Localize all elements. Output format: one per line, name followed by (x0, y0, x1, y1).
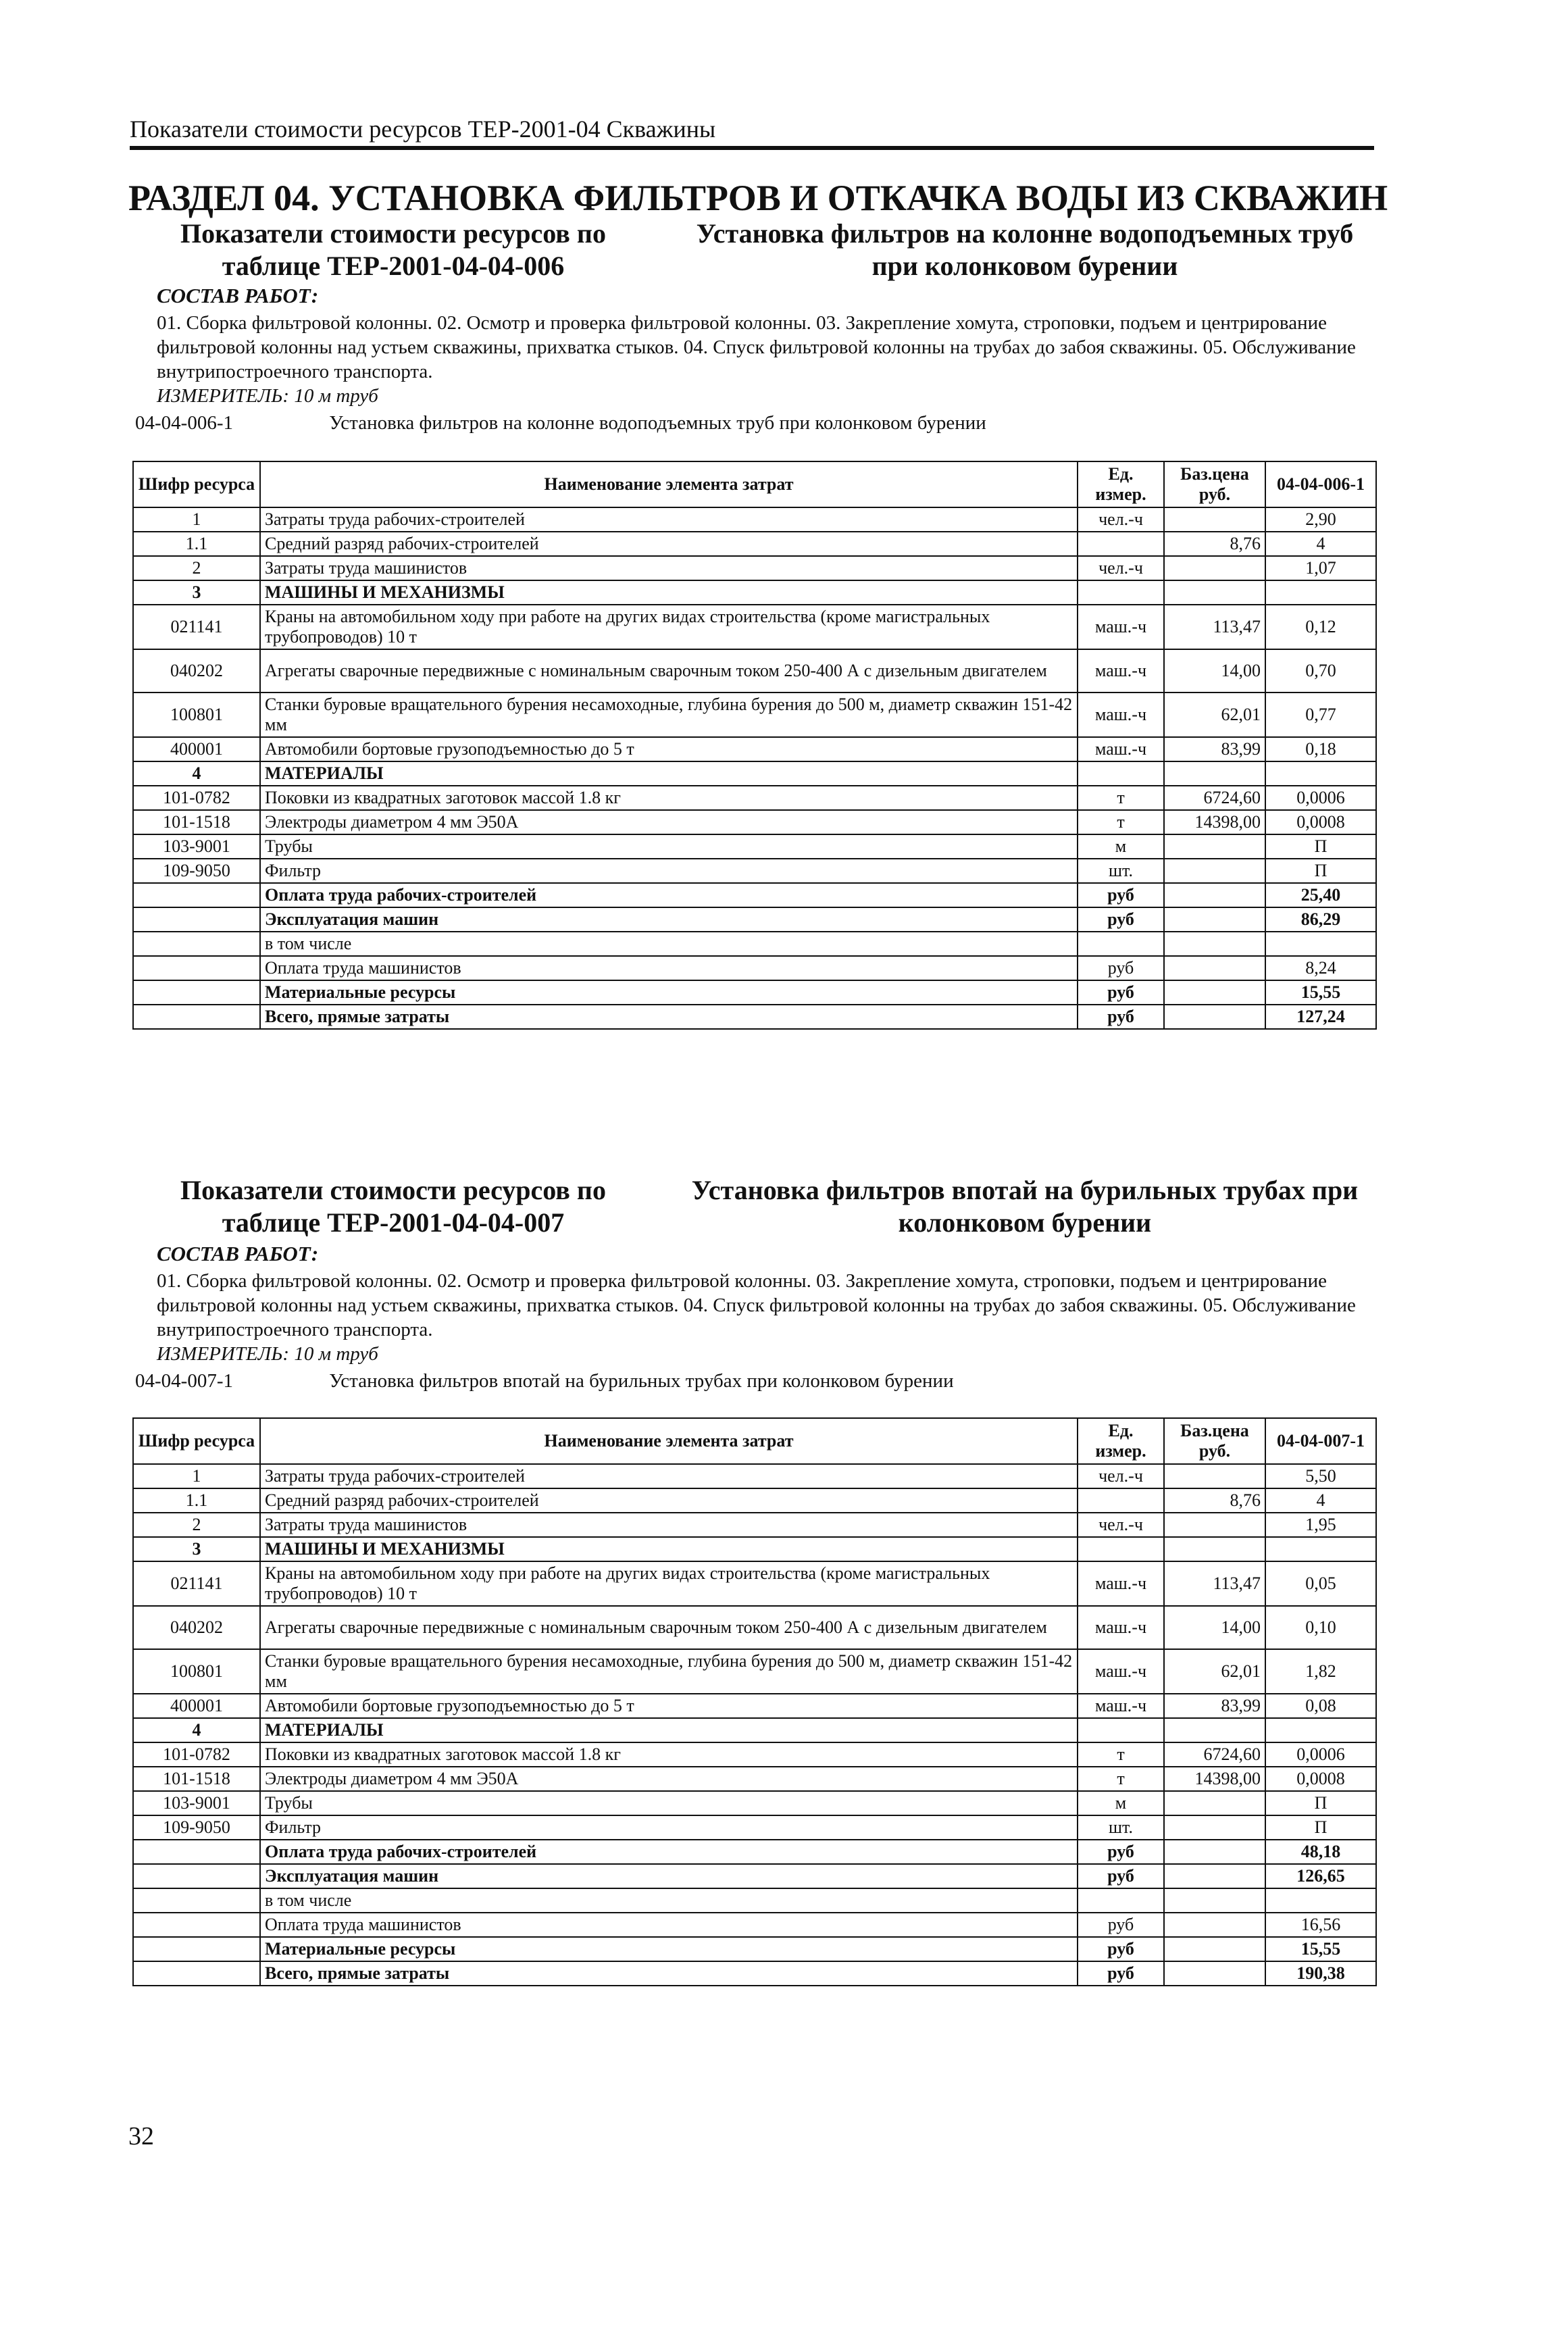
cell-name: Оплата труда машинистов (260, 1913, 1078, 1937)
col-header-name: Наименование элемента затрат (260, 461, 1078, 507)
table-row (133, 1513, 1376, 1537)
table-2-heading (130, 1174, 1374, 1242)
cell-value: 0,08 (1265, 1694, 1376, 1718)
cell-unit: маш.-ч (1078, 693, 1164, 737)
cell-price (1164, 1791, 1265, 1815)
cell-code: 4 (133, 1718, 260, 1742)
cell-price: 62,01 (1164, 1649, 1265, 1694)
cell-code (133, 956, 260, 980)
cell-price: 8,76 (1164, 532, 1265, 556)
table-row (133, 556, 1376, 580)
table-row (133, 1694, 1376, 1718)
cell-name: МАТЕРИАЛЫ (260, 1718, 1078, 1742)
cell-name: в том числе (260, 1888, 1078, 1913)
cell-value: 0,0008 (1265, 1767, 1376, 1791)
cell-code: 100801 (133, 1649, 260, 1694)
cell-name: Всего, прямые затраты (260, 1005, 1078, 1029)
cell-unit: руб (1078, 1937, 1164, 1961)
cell-code: 101-0782 (133, 786, 260, 810)
cell-unit: маш.-ч (1078, 1649, 1164, 1694)
table-1-measure-label: ИЗМЕРИТЕЛЬ: (157, 385, 290, 407)
cell-unit: м (1078, 834, 1164, 859)
table-2-heading-left: Показатели стоимости ресурсов по таблице ТЕР-2001-04-04-007 (180, 1175, 606, 1238)
cell-code (133, 1937, 260, 1961)
cell-unit: руб (1078, 1913, 1164, 1937)
cell-price: 113,47 (1164, 605, 1265, 649)
table-2-heading-right: Установка фильтров впотай на бурильных трубах при колонковом бурении (691, 1175, 1359, 1238)
col-header-unit: Ед. измер. (1078, 461, 1164, 507)
cell-unit: т (1078, 810, 1164, 834)
cell-code (133, 907, 260, 932)
cell-price: 83,99 (1164, 1694, 1265, 1718)
cell-name: Станки буровые вращательного бурения несамоходные, глубина бурения до 500 м, диаметр скважин 151-42 мм (260, 1649, 1078, 1694)
table-1-works: 01. Сборка фильтровой колонны. 02. Осмотр и проверка фильтровой колонны. 03. Закрепление хомута, строповки, подъем и центрирование фильтровой колонны над устьем скважины, прихватка стыков. 04. Спуск фильтровой колонны на трубах до забоя скважины. 05. Обслуживание внутрипостроечного транспорта. (157, 312, 1356, 382)
cost-table-1 (132, 461, 1377, 1030)
cell-value: 25,40 (1265, 883, 1376, 907)
cell-code (133, 1888, 260, 1913)
cell-name: Фильтр (260, 1815, 1078, 1840)
cell-value (1265, 932, 1376, 956)
cell-price (1164, 834, 1265, 859)
cell-value: 190,38 (1265, 1961, 1376, 1986)
cell-name: Фильтр (260, 859, 1078, 883)
cell-price: 14398,00 (1164, 810, 1265, 834)
cell-price (1164, 556, 1265, 580)
cell-price: 14,00 (1164, 649, 1265, 693)
cell-value: 86,29 (1265, 907, 1376, 932)
cell-value (1265, 580, 1376, 605)
cell-unit: руб (1078, 980, 1164, 1005)
col-header-code: Шифр ресурса (133, 1418, 260, 1464)
cell-unit: т (1078, 1742, 1164, 1767)
cell-price (1164, 956, 1265, 980)
cell-name: МАТЕРИАЛЫ (260, 761, 1078, 786)
cell-code (133, 1005, 260, 1029)
cell-code: 101-0782 (133, 1742, 260, 1767)
cell-unit (1078, 580, 1164, 605)
cell-name: Затраты труда рабочих-строителей (260, 507, 1078, 532)
cell-value: 126,65 (1265, 1864, 1376, 1888)
table-2-code-line (135, 1370, 954, 1392)
cell-value: 0,05 (1265, 1561, 1376, 1606)
cell-unit: руб (1078, 1961, 1164, 1986)
cell-price (1164, 1961, 1265, 1986)
cell-code: 101-1518 (133, 1767, 260, 1791)
table-row (133, 649, 1376, 693)
cell-value: 15,55 (1265, 1937, 1376, 1961)
cell-price (1164, 932, 1265, 956)
cell-value: 8,24 (1265, 956, 1376, 980)
cell-code: 400001 (133, 1694, 260, 1718)
cell-code: 103-9001 (133, 1791, 260, 1815)
cell-price (1164, 761, 1265, 786)
cell-name: Поковки из квадратных заготовок массой 1.8 кг (260, 1742, 1078, 1767)
cell-code: 1 (133, 1464, 260, 1488)
table-2-measure-value: 10 м труб (294, 1343, 378, 1365)
col-header-value: 04-04-006-1 (1265, 461, 1376, 507)
cell-name: Агрегаты сварочные передвижные с номинальным сварочным током 250-400 А с дизельным двигателем (260, 649, 1078, 693)
cell-price (1164, 1888, 1265, 1913)
cell-value (1265, 1718, 1376, 1742)
table-row (133, 834, 1376, 859)
page-number: 32 (128, 2122, 154, 2150)
cell-price (1164, 1537, 1265, 1561)
cell-name: Краны на автомобильном ходу при работе на других видах строительства (кроме магистральных трубопроводов) 10 т (260, 605, 1078, 649)
cell-unit: маш.-ч (1078, 1606, 1164, 1649)
cell-value: 1,95 (1265, 1513, 1376, 1537)
cell-code: 4 (133, 761, 260, 786)
table-row (133, 810, 1376, 834)
cell-price: 6724,60 (1164, 1742, 1265, 1767)
cell-unit: чел.-ч (1078, 507, 1164, 532)
cell-value: 16,56 (1265, 1913, 1376, 1937)
cell-value: 1,07 (1265, 556, 1376, 580)
table-1-heading-right: Установка фильтров на колонне водоподъемных труб при колонковом бурении (696, 218, 1354, 281)
cell-unit: чел.-ч (1078, 1464, 1164, 1488)
table-1-body (133, 507, 1376, 1029)
cell-name: Агрегаты сварочные передвижные с номинальным сварочным током 250-400 А с дизельным двигателем (260, 1606, 1078, 1649)
cell-unit (1078, 1888, 1164, 1913)
table-row (133, 1464, 1376, 1488)
cell-name: Автомобили бортовые грузоподъемностью до 5 т (260, 737, 1078, 761)
cell-code (133, 1961, 260, 1986)
table-row (133, 1537, 1376, 1561)
cell-name: Электроды диаметром 4 мм Э50А (260, 810, 1078, 834)
table-row (133, 1815, 1376, 1840)
table-2-code: 04-04-007-1 (135, 1370, 233, 1392)
cell-unit: чел.-ч (1078, 556, 1164, 580)
cell-price (1164, 1005, 1265, 1029)
cell-code: 1.1 (133, 1488, 260, 1513)
cell-price (1164, 1864, 1265, 1888)
cell-code (133, 1864, 260, 1888)
cell-unit (1078, 1718, 1164, 1742)
col-header-price: Баз.цена руб. (1164, 461, 1265, 507)
cell-price: 14398,00 (1164, 1767, 1265, 1791)
cell-price (1164, 980, 1265, 1005)
cell-name: Трубы (260, 834, 1078, 859)
cell-value: П (1265, 834, 1376, 859)
table-2-body (133, 1464, 1376, 1986)
cell-unit: руб (1078, 1840, 1164, 1864)
cell-value: 0,77 (1265, 693, 1376, 737)
cost-table-2 (132, 1417, 1377, 1986)
header-rule (130, 146, 1374, 150)
cell-name: Средний разряд рабочих-строителей (260, 532, 1078, 556)
cell-unit: руб (1078, 956, 1164, 980)
table-2-measure (157, 1343, 378, 1365)
table-2-sostav-label: СОСТАВ РАБОТ: (157, 1242, 319, 1265)
cell-code: 101-1518 (133, 810, 260, 834)
cell-value: 127,24 (1265, 1005, 1376, 1029)
cell-name: Средний разряд рабочих-строителей (260, 1488, 1078, 1513)
cell-unit (1078, 1488, 1164, 1513)
table-row (133, 693, 1376, 737)
cell-value: П (1265, 1815, 1376, 1840)
table-row (133, 1913, 1376, 1937)
table-2-code-desc: Установка фильтров впотай на бурильных трубах при колонковом бурении (329, 1370, 954, 1392)
table-row (133, 956, 1376, 980)
cell-price: 14,00 (1164, 1606, 1265, 1649)
running-header: Показатели стоимости ресурсов ТЕР-2001-04 Скважины (130, 116, 716, 143)
cell-price (1164, 1513, 1265, 1537)
cell-price (1164, 859, 1265, 883)
table-row (133, 605, 1376, 649)
cell-code: 021141 (133, 1561, 260, 1606)
cell-price (1164, 1815, 1265, 1840)
table-row (133, 1791, 1376, 1815)
table-1-heading (130, 218, 1374, 285)
cell-unit (1078, 761, 1164, 786)
cell-unit: руб (1078, 1864, 1164, 1888)
cell-price: 113,47 (1164, 1561, 1265, 1606)
cell-unit: маш.-ч (1078, 737, 1164, 761)
cell-unit: чел.-ч (1078, 1513, 1164, 1537)
cell-code: 3 (133, 580, 260, 605)
table-1-sostav-label: СОСТАВ РАБОТ: (157, 284, 319, 307)
cell-unit: шт. (1078, 1815, 1164, 1840)
cell-unit: руб (1078, 1005, 1164, 1029)
cell-value: 0,0006 (1265, 1742, 1376, 1767)
table-1-heading-left: Показатели стоимости ресурсов по таблице ТЕР-2001-04-04-006 (180, 218, 606, 281)
cell-name: в том числе (260, 932, 1078, 956)
cell-code: 040202 (133, 649, 260, 693)
table-row (133, 1488, 1376, 1513)
cell-unit: м (1078, 1791, 1164, 1815)
table-row (133, 1864, 1376, 1888)
cell-code: 103-9001 (133, 834, 260, 859)
cell-name: Всего, прямые затраты (260, 1961, 1078, 1986)
table-2-works: 01. Сборка фильтровой колонны. 02. Осмотр и проверка фильтровой колонны. 03. Закрепление хомута, строповки, подъем и центрирование фильтровой колонны над устьем скважины, прихватка стыков. 04. Спуск фильтровой колонны на трубах до забоя скважины. 05. Обслуживание внутрипостроечного транспорта. (157, 1270, 1356, 1340)
cell-name: Эксплуатация машин (260, 907, 1078, 932)
cell-price (1164, 883, 1265, 907)
table-row (133, 761, 1376, 786)
cell-code (133, 980, 260, 1005)
cell-price (1164, 1937, 1265, 1961)
cell-name: МАШИНЫ И МЕХАНИЗМЫ (260, 580, 1078, 605)
cell-name: Автомобили бортовые грузоподъемностью до 5 т (260, 1694, 1078, 1718)
cell-code: 040202 (133, 1606, 260, 1649)
table-row (133, 1742, 1376, 1767)
cell-value: 0,0008 (1265, 810, 1376, 834)
cell-price: 83,99 (1164, 737, 1265, 761)
table-row (133, 786, 1376, 810)
cell-value: 0,10 (1265, 1606, 1376, 1649)
cell-value (1265, 761, 1376, 786)
table-row (133, 737, 1376, 761)
cell-price (1164, 580, 1265, 605)
cell-name: Поковки из квадратных заготовок массой 1.8 кг (260, 786, 1078, 810)
cell-code (133, 1913, 260, 1937)
cell-code: 021141 (133, 605, 260, 649)
table-row (133, 1767, 1376, 1791)
cell-code: 100801 (133, 693, 260, 737)
table-2-measure-label: ИЗМЕРИТЕЛЬ: (157, 1343, 290, 1365)
cell-code: 109-9050 (133, 1815, 260, 1840)
table-row (133, 1937, 1376, 1961)
col-header-code: Шифр ресурса (133, 461, 260, 507)
cell-name: Оплата труда рабочих-строителей (260, 1840, 1078, 1864)
table-row (133, 907, 1376, 932)
cell-price (1164, 507, 1265, 532)
cell-name: Электроды диаметром 4 мм Э50А (260, 1767, 1078, 1791)
cell-name: Затраты труда машинистов (260, 556, 1078, 580)
col-header-name: Наименование элемента затрат (260, 1418, 1078, 1464)
cell-unit: маш.-ч (1078, 605, 1164, 649)
cell-value: 48,18 (1265, 1840, 1376, 1864)
table-row (133, 580, 1376, 605)
cell-value: П (1265, 859, 1376, 883)
cell-value: 0,70 (1265, 649, 1376, 693)
cell-name: Трубы (260, 1791, 1078, 1815)
table-row (133, 883, 1376, 907)
cell-unit: маш.-ч (1078, 1694, 1164, 1718)
table-row (133, 1005, 1376, 1029)
cell-code: 3 (133, 1537, 260, 1561)
table-row (133, 980, 1376, 1005)
cell-name: Затраты труда машинистов (260, 1513, 1078, 1537)
table-row (133, 1888, 1376, 1913)
cell-name: Эксплуатация машин (260, 1864, 1078, 1888)
cell-unit (1078, 932, 1164, 956)
table-row (133, 1961, 1376, 1986)
cell-code: 109-9050 (133, 859, 260, 883)
cell-name: Материальные ресурсы (260, 1937, 1078, 1961)
cell-unit: т (1078, 1767, 1164, 1791)
cell-price: 8,76 (1164, 1488, 1265, 1513)
cell-code: 2 (133, 1513, 260, 1537)
cell-name: Оплата труда рабочих-строителей (260, 883, 1078, 907)
table-row (133, 1718, 1376, 1742)
cell-price (1164, 1718, 1265, 1742)
col-header-value: 04-04-007-1 (1265, 1418, 1376, 1464)
cell-value: 0,0006 (1265, 786, 1376, 810)
table-row (133, 1561, 1376, 1606)
cell-name: Оплата труда машинистов (260, 956, 1078, 980)
cell-value: 0,12 (1265, 605, 1376, 649)
table-row (133, 859, 1376, 883)
cell-unit (1078, 1537, 1164, 1561)
cell-value (1265, 1537, 1376, 1561)
cell-price: 6724,60 (1164, 786, 1265, 810)
cell-price (1164, 907, 1265, 932)
table-row (133, 1649, 1376, 1694)
cell-name: МАШИНЫ И МЕХАНИЗМЫ (260, 1537, 1078, 1561)
cell-value: П (1265, 1791, 1376, 1815)
table-1-code-line (135, 412, 986, 434)
cell-unit: шт. (1078, 859, 1164, 883)
table-row (133, 507, 1376, 532)
cell-unit: руб (1078, 907, 1164, 932)
cell-unit: маш.-ч (1078, 1561, 1164, 1606)
cell-code: 1.1 (133, 532, 260, 556)
cell-price (1164, 1464, 1265, 1488)
col-header-price: Баз.цена руб. (1164, 1418, 1265, 1464)
cell-code (133, 932, 260, 956)
cell-code (133, 1840, 260, 1864)
cell-unit: руб (1078, 883, 1164, 907)
cell-value: 2,90 (1265, 507, 1376, 532)
cell-name: Затраты труда рабочих-строителей (260, 1464, 1078, 1488)
table-row (133, 1840, 1376, 1864)
col-header-unit: Ед. измер. (1078, 1418, 1164, 1464)
cell-price (1164, 1840, 1265, 1864)
table-row (133, 1606, 1376, 1649)
cell-value: 5,50 (1265, 1464, 1376, 1488)
table-1-code-desc: Установка фильтров на колонне водоподъемных труб при колонковом бурении (329, 412, 986, 434)
cell-value: 4 (1265, 532, 1376, 556)
cell-name: Краны на автомобильном ходу при работе на других видах строительства (кроме магистральных трубопроводов) 10 т (260, 1561, 1078, 1606)
cell-price: 62,01 (1164, 693, 1265, 737)
cell-code: 1 (133, 507, 260, 532)
table-1-measure (157, 385, 378, 407)
cell-value: 1,82 (1265, 1649, 1376, 1694)
cell-name: Станки буровые вращательного бурения несамоходные, глубина бурения до 500 м, диаметр скважин 151-42 мм (260, 693, 1078, 737)
cell-unit: маш.-ч (1078, 649, 1164, 693)
table-1-code: 04-04-006-1 (135, 412, 233, 434)
cell-unit (1078, 532, 1164, 556)
cell-unit: т (1078, 786, 1164, 810)
cell-value (1265, 1888, 1376, 1913)
table-1-measure-value: 10 м труб (294, 385, 378, 407)
cell-code (133, 883, 260, 907)
section-title: РАЗДЕЛ 04. УСТАНОВКА ФИЛЬТРОВ И ОТКАЧКА ВОДЫ ИЗ СКВАЖИН (128, 178, 1388, 218)
cell-code: 2 (133, 556, 260, 580)
cell-value: 0,18 (1265, 737, 1376, 761)
table-row (133, 932, 1376, 956)
cell-name: Материальные ресурсы (260, 980, 1078, 1005)
table-row (133, 532, 1376, 556)
cell-value: 4 (1265, 1488, 1376, 1513)
cell-code: 400001 (133, 737, 260, 761)
cell-value: 15,55 (1265, 980, 1376, 1005)
cell-price (1164, 1913, 1265, 1937)
